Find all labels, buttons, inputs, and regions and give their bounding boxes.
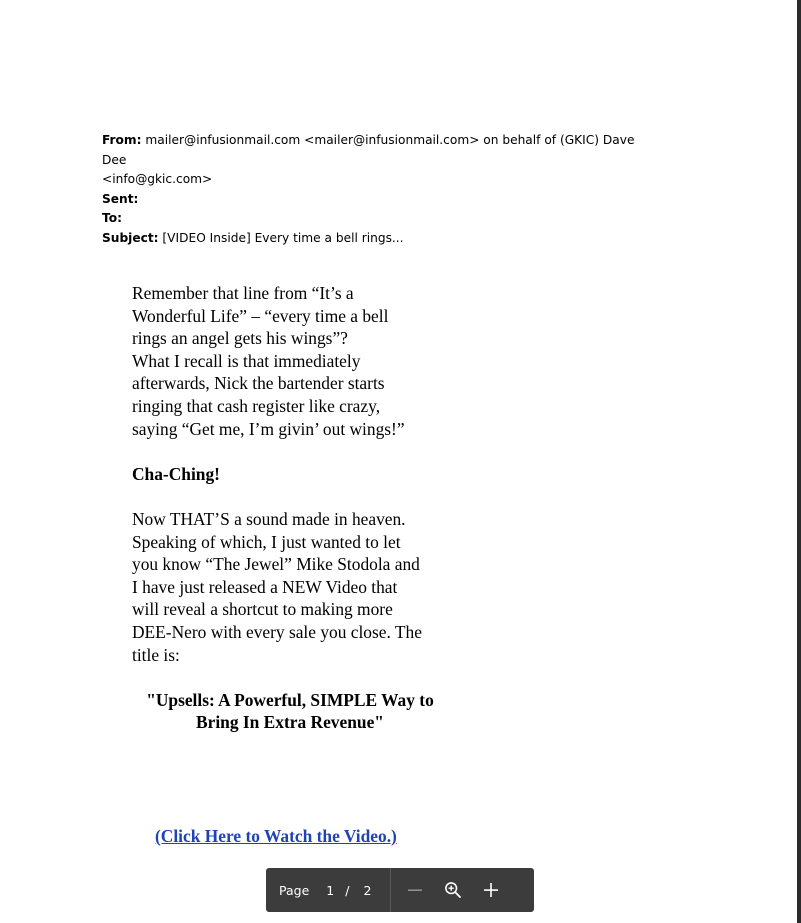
from-value-continued: <info@gkic.com> bbox=[102, 172, 213, 186]
body-line: rings an angel gets his wings”? bbox=[132, 328, 348, 349]
body-line: Wonderful Life” – “every time a bell bbox=[132, 305, 389, 326]
body-line: Now THAT’S a sound made in heaven. bbox=[132, 508, 406, 529]
watch-video-link[interactable]: (Click Here to Watch the Video.) bbox=[155, 826, 397, 846]
from-line bbox=[102, 131, 662, 170]
subject-value: [VIDEO Inside] Every time a bell rings... bbox=[162, 230, 404, 245]
video-title bbox=[132, 689, 448, 734]
subject-line bbox=[102, 229, 662, 249]
current-page-input[interactable]: 1 bbox=[326, 882, 335, 898]
email-header bbox=[102, 131, 662, 248]
email-body bbox=[132, 282, 452, 734]
body-line: ringing that cash register like crazy, bbox=[132, 395, 381, 416]
magnifier-plus-icon bbox=[444, 881, 462, 899]
sent-label: Sent: bbox=[102, 191, 139, 206]
body-line: title is: bbox=[132, 644, 180, 665]
viewer-scrollbar-edge bbox=[797, 0, 801, 923]
body-line: afterwards, Nick the bartender starts bbox=[132, 373, 385, 394]
from-value: mailer@infusionmail.com <mailer@infusionmail.com> on behalf of (GKIC) Dave Dee bbox=[102, 133, 635, 167]
sent-line bbox=[102, 190, 662, 210]
total-pages: 2 bbox=[363, 882, 372, 898]
pdf-viewer-toolbar bbox=[266, 868, 534, 912]
plus-icon bbox=[483, 882, 499, 898]
to-line bbox=[102, 209, 662, 229]
subject-label: Subject: bbox=[102, 230, 159, 245]
video-title-line: Bring In Extra Revenue" bbox=[196, 712, 384, 733]
minus-icon bbox=[407, 882, 423, 898]
body-line: DEE-Nero with every sale you close. The bbox=[132, 621, 422, 642]
zoom-in-button[interactable] bbox=[475, 874, 507, 906]
body-line: I have just released a NEW Video that bbox=[132, 576, 398, 597]
zoom-out-button[interactable] bbox=[399, 874, 431, 906]
to-label: To: bbox=[102, 211, 122, 225]
fit-zoom-button[interactable] bbox=[437, 874, 469, 906]
body-line: What I recall is that immediately bbox=[132, 350, 361, 371]
body-line: you know “The Jewel” Mike Stodola and bbox=[132, 554, 420, 575]
body-line: Remember that line from “It’s a bbox=[132, 283, 354, 303]
video-title-line: "Upsells: A Powerful, SIMPLE Way to bbox=[146, 689, 434, 710]
from-label: From: bbox=[102, 133, 142, 147]
page-label: Page bbox=[279, 882, 310, 898]
body-heading: Cha-Ching! bbox=[132, 463, 220, 484]
page-separator: / bbox=[345, 882, 350, 898]
body-line: will reveal a shortcut to making more bbox=[132, 599, 393, 620]
toolbar-divider bbox=[390, 868, 391, 912]
body-line: saying “Get me, I’m givin’ out wings!” bbox=[132, 418, 405, 439]
body-line: Speaking of which, I just wanted to let bbox=[132, 531, 401, 552]
